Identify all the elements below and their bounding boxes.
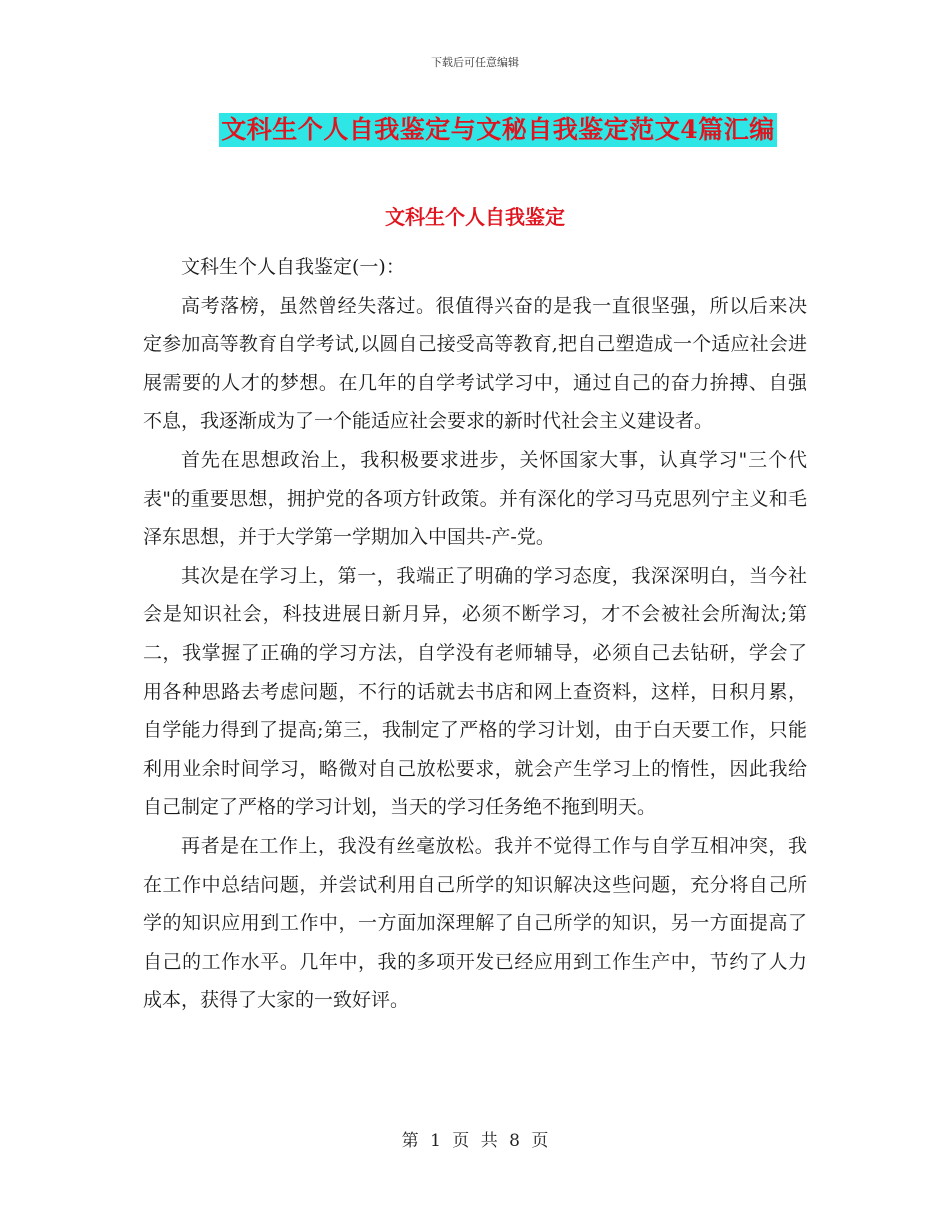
paragraph: 再者是在工作上，我没有丝毫放松。我并不觉得工作与自学互相冲突，我在工作中总结问题，并尝试利用自己所学的知识解决这些问题，充分将自己所学的知识应用到工作中，一方面加深理解了自己所学的知识，另一方面提高了自己的工作水平。几年中，我的多项开发已经应用到工作生产中，节约了人力成本，获得了大家的一致好评。 [143,834,807,1012]
document-body [143,222,807,1020]
main-title-container [0,113,950,147]
page-header-note: 下载后可任意编辑 [431,56,519,69]
paragraph: 其次是在学习上，第一，我端正了明确的学习态度，我深深明白，当今社会是知识社会，科技进展日新月异，必须不断学习，才不会被社会所淘汰;第二，我掌握了正确的学习方法，自学没有老师辅导，必须自己去钻研，学会了用各种思路去考虑问题，不行的话就去书店和网上查资料，这样，日积月累，自学能力得到了提高;第三，我制定了严格的学习计划，由于白天要工作，只能利用业余时间学习，略微对自己放松要求，就会产生学习上的惰性，因此我给自己制定了严格的学习计划，当天的学习任务绝不拖到明天。 [143,564,807,819]
paragraph-subheading: 文科生个人自我鉴定(一)： [181,256,405,278]
paragraph: 高考落榜，虽然曾经失落过。很值得兴奋的是我一直很坚强，所以后来决定参加高等教育自学考试,以圆自己接受高等教育,把自己塑造成一个适应社会进展需要的人才的梦想。在几年的自学考试学习中，通过自己的奋力拚搏、自强不息，我逐渐成为了一个能适应社会要求的新时代社会主义建设者。 [143,294,807,433]
section-title: 文科生个人自我鉴定 [385,205,565,229]
page-number: 第 1 页 共 8 页 [401,1131,549,1151]
document-main-title: 文科生个人自我鉴定与文秘自我鉴定范文4篇汇编 [219,113,776,147]
paragraph: 首先在思想政治上，我积极要求进步，关怀国家大事，认真学习"三个代表"的重要思想，拥护党的各项方针政策。并有深化的学习马克思列宁主义和毛泽东思想，并于大学第一学期加入中国共-产-党。 [143,448,807,549]
